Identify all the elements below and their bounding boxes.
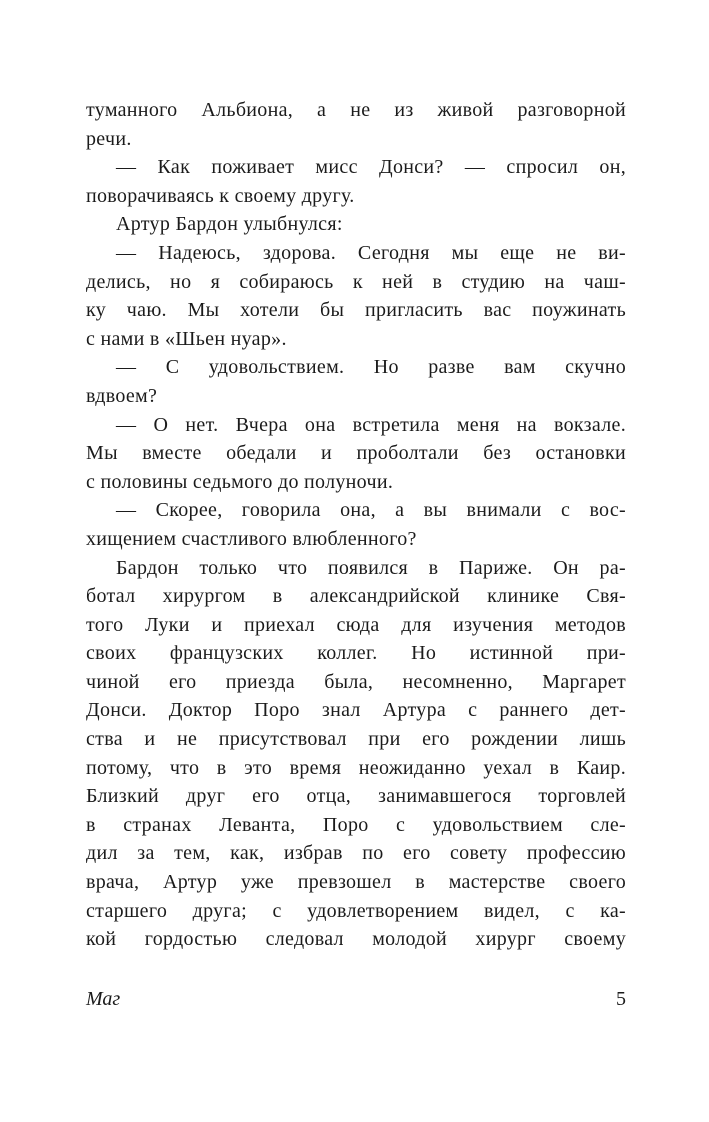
text-line: делись, но я собираюсь к ней в студию на чаш- xyxy=(86,270,626,293)
paragraph xyxy=(86,554,626,954)
text-line: Донси. Доктор Поро знал Артура с раннего дет- xyxy=(86,699,626,722)
text-line: своих французских коллег. Но истинной при- xyxy=(86,642,626,665)
text-line: — Скорее, говорила она, а вы внимали с вос- xyxy=(116,499,626,522)
text-line: ботал хирургом в александрийской клинике Свя- xyxy=(86,585,626,608)
text-line: туманного Альбиона, а не из живой разговорной xyxy=(86,99,626,121)
text-line: поворачиваясь к своему другу. xyxy=(86,184,355,207)
text-line: кой гордостью следовал молодой хирург своему xyxy=(86,928,626,951)
text-line: ства и не присутствовал при его рождении лишь xyxy=(86,728,626,751)
text-block xyxy=(86,96,626,954)
text-line: Бардон только что появился в Париже. Он ра- xyxy=(116,556,626,579)
text-line: вдвоем? xyxy=(86,384,158,407)
text-line: потому, что в это время неожиданно уехал в Каир. xyxy=(86,756,626,779)
text-line: Артур Бардон улыбнулся: xyxy=(116,213,343,236)
text-line: — О нет. Вчера она встретила меня на вокзале. xyxy=(116,413,626,436)
text-line: врача, Артур уже превзошел в мастерстве своего xyxy=(86,871,626,894)
text-line: с половины седьмого до полуночи. xyxy=(86,470,394,493)
text-line: — Как поживает мисс Донси? — спросил он, xyxy=(116,156,626,179)
text-line: — Надеюсь, здорова. Сегодня мы еще не ви- xyxy=(116,241,626,264)
text-line: дил за тем, как, избрав по его совету профессию xyxy=(86,842,626,865)
paragraph xyxy=(86,210,626,239)
text-line: ку чаю. Мы хотели бы пригласить вас поужинать xyxy=(86,299,626,322)
text-line: старшего друга; с удовлетворением видел, с ка- xyxy=(86,899,626,922)
paragraph xyxy=(86,353,626,410)
text-line: чиной его приезда была, несомненно, Маргарет xyxy=(86,670,626,693)
text-line: в странах Леванта, Поро с удовольствием сле- xyxy=(86,813,626,836)
text-line: с нами в «Шьен нуар». xyxy=(86,327,287,350)
text-line: речи. xyxy=(86,127,132,150)
text-line: Близкий друг его отца, занимавшегося торговлей xyxy=(86,785,626,808)
text-line: хищением счастливого влюбленного? xyxy=(86,527,417,550)
paragraph xyxy=(86,96,626,153)
paragraph xyxy=(86,496,626,553)
text-line: — С удовольствием. Но разве вам скучно xyxy=(116,356,626,379)
paragraph xyxy=(86,153,626,210)
text-line: Мы вместе обедали и проболтали без остановки xyxy=(86,442,626,465)
paragraph xyxy=(86,239,626,353)
text-line: того Луки и приехал сюда для изучения методов xyxy=(86,613,626,636)
page-footer xyxy=(86,988,626,1011)
paragraph xyxy=(86,411,626,497)
page-number: 5 xyxy=(616,988,626,1010)
running-title: Маг xyxy=(86,988,121,1010)
